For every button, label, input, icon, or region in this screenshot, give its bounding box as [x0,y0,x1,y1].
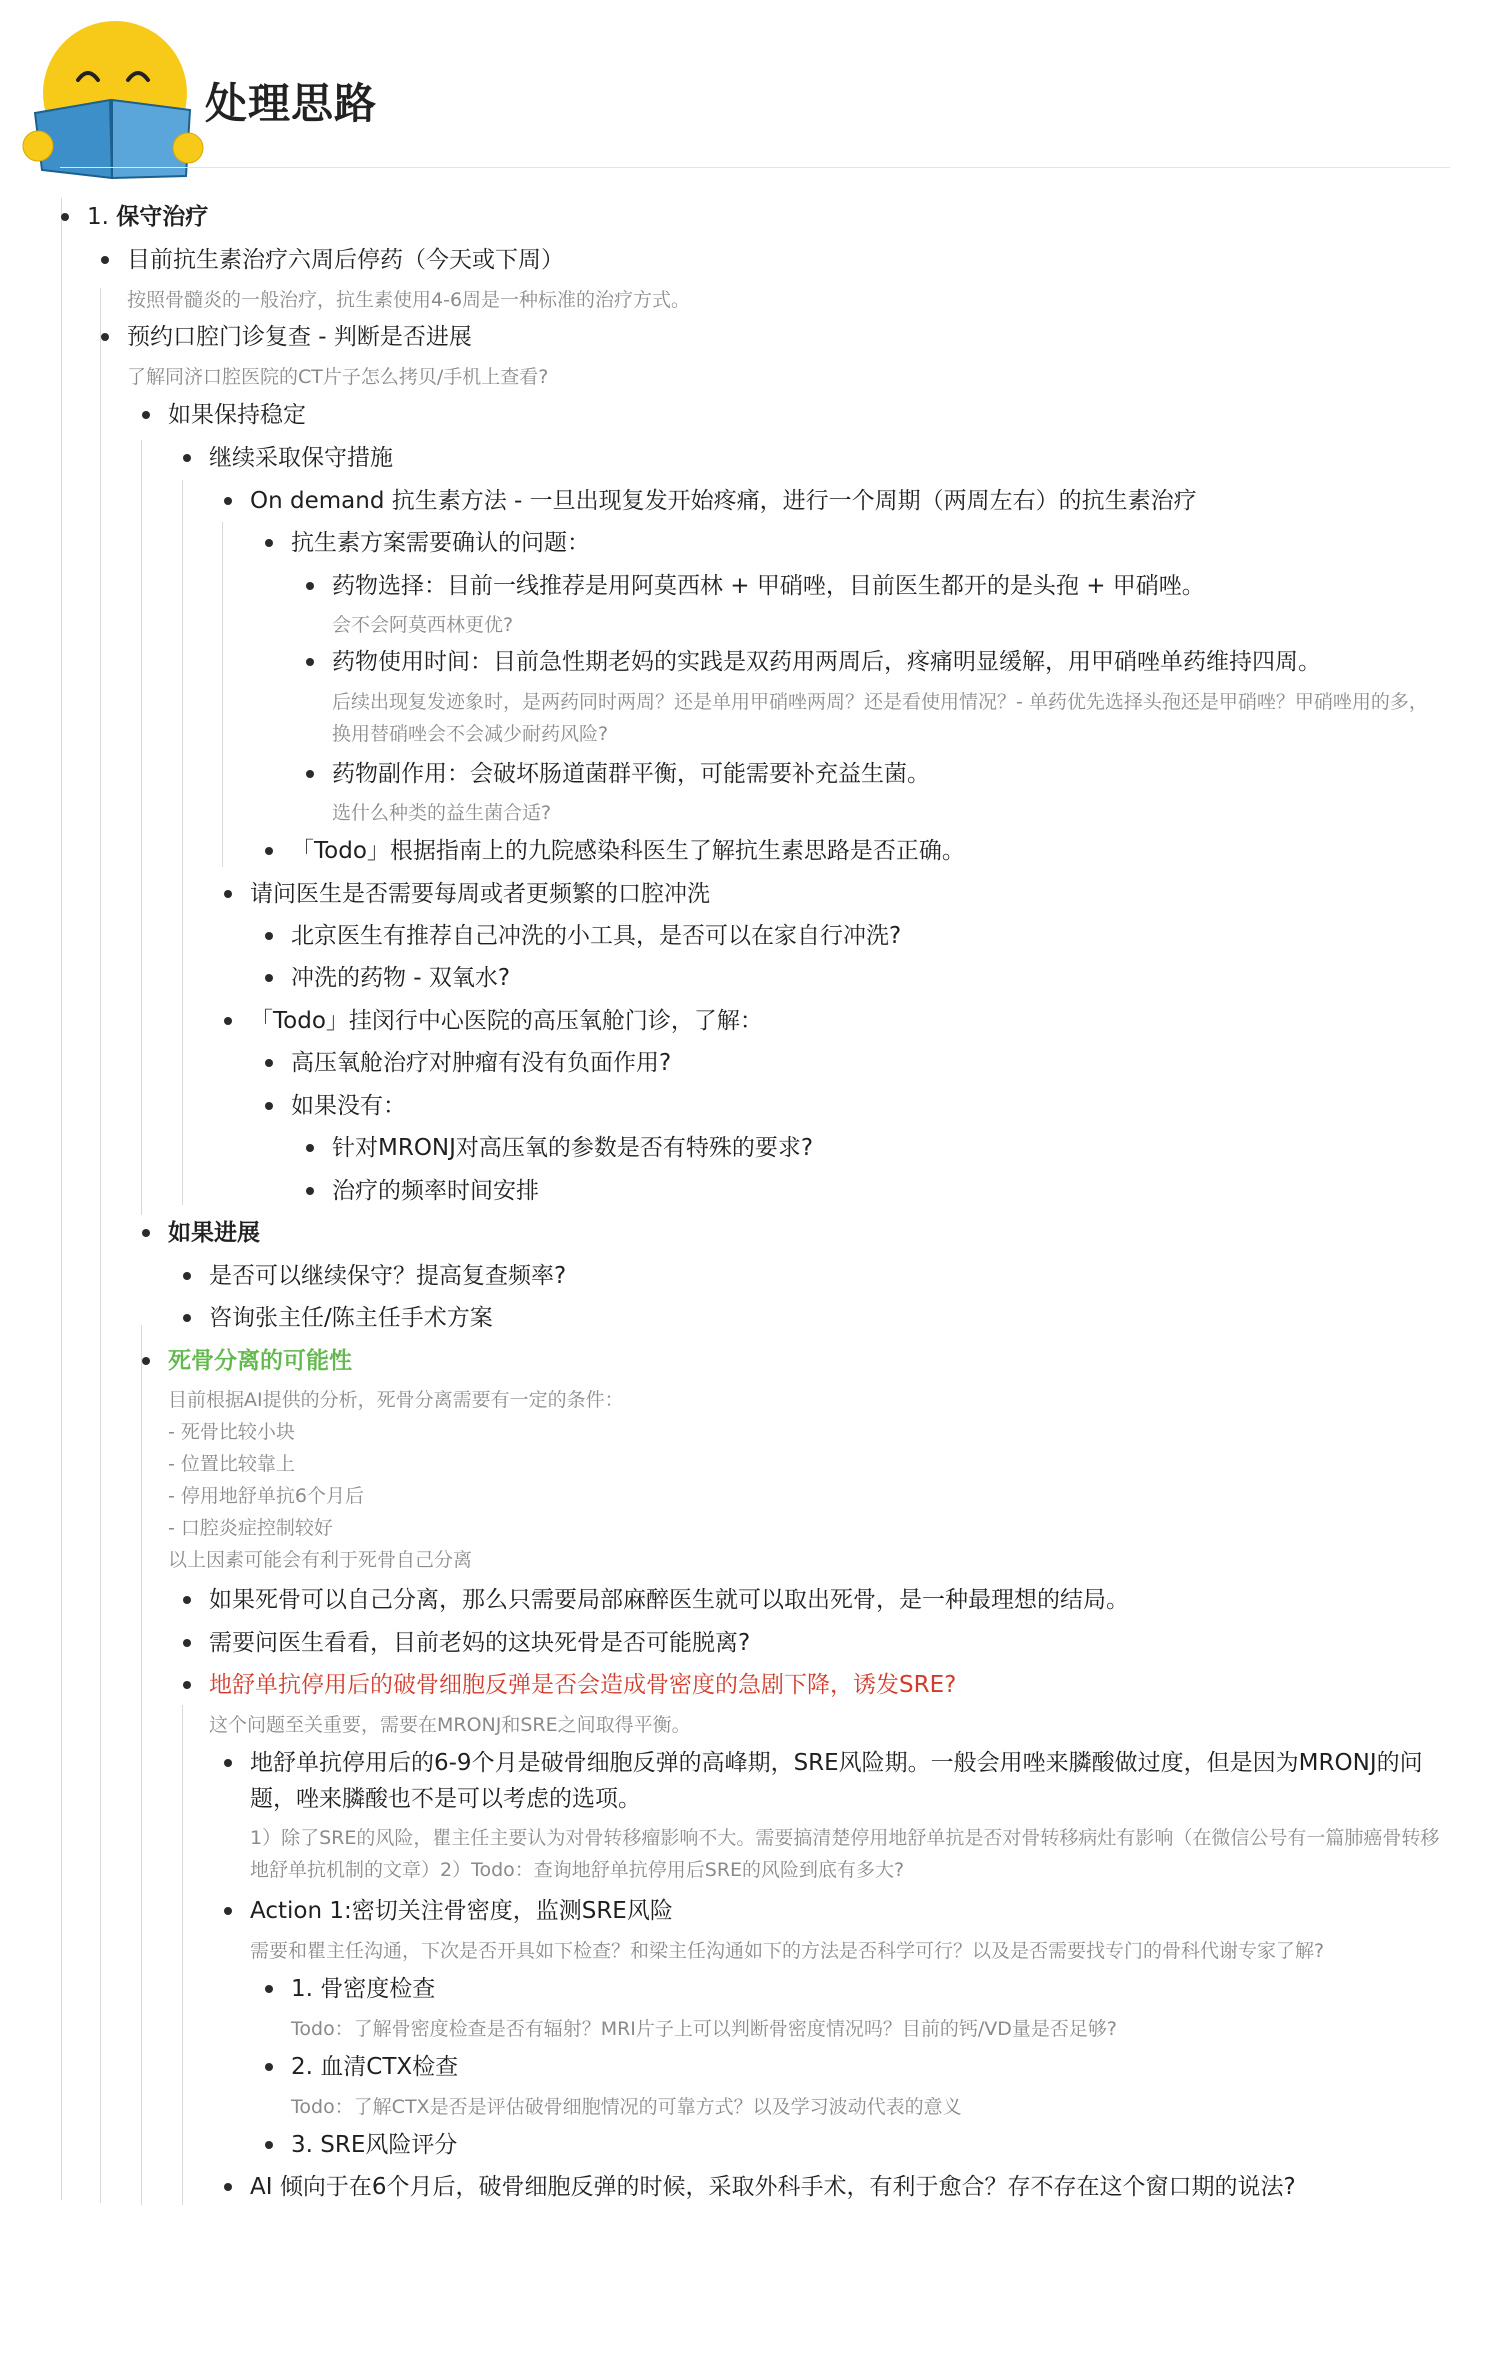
list-item: 北京医生有推荐自己冲洗的小工具，是否可以在家自行冲洗? [291,923,902,949]
list-item: 死骨分离的可能性 [168,1348,352,1374]
list-item: 药物副作用：会破坏肠道菌群平衡，可能需要补充益生菌。 [332,761,930,787]
indent-guide [182,1705,183,2205]
list-item: 需要问医生看看，目前老妈的这块死骨是否可能脱离? [209,1630,751,1656]
list-item: 地舒单抗停用后的破骨细胞反弹是否会造成骨密度的急剧下降，诱发SRE? [209,1672,957,1698]
indent-guide [141,440,142,1215]
list-item: 是否可以继续保守？提高复查频率? [209,1263,567,1289]
list-item: 「Todo」根据指南上的九院感染科医生了解抗生素思路是否正确。 [291,838,965,864]
item-note: - 位置比较靠上 [168,1453,295,1475]
list-item: 治疗的频率时间安排 [332,1178,539,1204]
list-item: 如果没有： [291,1093,406,1119]
list-item: 如果死骨可以自己分离，那么只需要局部麻醉医生就可以取出死骨，是一种最理想的结局。 [209,1587,1129,1613]
list-item: 3. SRE风险评分 [291,2132,458,2158]
item-note: - 口腔炎症控制较好 [168,1517,333,1539]
item-note: 会不会阿莫西林更优? [332,614,514,636]
list-item: 抗生素方案需要确认的问题： [291,530,590,556]
item-note: 选什么种类的益生菌合适? [332,802,552,824]
item-note: - 死骨比较小块 [168,1421,295,1443]
list-item: 针对MRONJ对高压氧的参数是否有特殊的要求? [332,1135,814,1161]
item-note: 以上因素可能会有利于死骨自己分离 [168,1549,473,1571]
item-note: 1）除了SRE的风险，瞿主任主要认为对骨转移瘤影响不大。需要搞清楚停用地舒单抗是否对骨转移病灶有影响（在微信公号有一篇肺癌骨转移地舒单抗机制的文章）2）Todo：查询地舒单抗停用后SRE的风险到底有多大? [250,1827,1440,1881]
indent-guide [182,480,183,1205]
indent-guide [61,198,62,2200]
item-note: 按照骨髓炎的一般治疗，抗生素使用4-6周是一种标准的治疗方式。 [127,289,691,311]
item-note: Todo：了解骨密度检查是否有辐射？MRI片子上可以判断骨密度情况吗？目前的钙/VD量是否足够? [291,2018,1118,2040]
list-item: 请问医生是否需要每周或者更频繁的口腔冲洗 [250,881,710,907]
item-note: 后续出现复发迹象时，是两药同时两周？还是单用甲硝唑两周？还是看使用情况？- 单药优先选择头孢还是甲硝唑？甲硝唑用的多，换用替硝唑会不会减少耐药风险? [332,691,1428,745]
indent-guide [100,288,101,2203]
page-title: 处理思路 [205,79,378,128]
list-item: 药物使用时间：目前急性期老妈的实践是双药用两周后，疼痛明显缓解，用甲硝唑单药维持四周。 [332,649,1321,675]
reading-avatar-icon [20,18,205,183]
list-item: 继续采取保守措施 [209,445,393,471]
list-item: 2. 血清CTX检查 [291,2054,459,2080]
item-note: 需要和瞿主任沟通，下次是否开具如下检查？和梁主任沟通如下的方法是否科学可行？以及是否需要找专门的骨科代谢专家了解? [250,1940,1325,1962]
list-item: AI 倾向于在6个月后，破骨细胞反弹的时候，采取外科手术，有利于愈合？存不存在这个窗口期的说法? [250,2174,1296,2200]
item-note: 了解同济口腔医院的CT片子怎么拷贝/手机上查看? [127,366,549,388]
indent-guide [141,1325,142,2205]
list-item: 如果保持稳定 [168,402,306,428]
title-divider [60,167,1450,168]
indent-guide [222,522,223,867]
list-item: 预约口腔门诊复查 - 判断是否进展 [127,324,472,350]
list-item: Action 1:密切关注骨密度，监测SRE风险 [250,1898,673,1924]
list-item: 冲洗的药物 - 双氧水? [291,965,511,991]
list-item: 目前抗生素治疗六周后停药（今天或下周） [127,247,564,273]
list-item: 咨询张主任/陈主任手术方案 [209,1305,493,1331]
list-item: On demand 抗生素方法 - 一旦出现复发开始疼痛，进行一个周期（两周左右）的抗生素治疗 [250,488,1197,514]
item-note: 目前根据AI提供的分析，死骨分离需要有一定的条件： [168,1389,624,1411]
list-item: 「Todo」挂闵行中心医院的高压氧舱门诊，了解： [250,1008,763,1034]
item-note: - 停用地舒单抗6个月后 [168,1485,364,1507]
list-item-continuation: 题，唑来膦酸也不是可以考虑的选项。 [250,1786,641,1812]
list-item: 高压氧舱治疗对肿瘤有没有负面作用? [291,1050,672,1076]
item-note: 这个问题至关重要，需要在MRONJ和SRE之间取得平衡。 [209,1714,691,1736]
list-item: 药物选择：目前一线推荐是用阿莫西林 + 甲硝唑，目前医生都开的是头孢 + 甲硝唑。 [332,573,1205,599]
list-item: 地舒单抗停用后的6-9个月是破骨细胞反弹的高峰期，SRE风险期。一般会用唑来膦酸做过度，但是因为MRONJ的问 [250,1750,1423,1776]
item-note: Todo：了解CTX是否是评估破骨细胞情况的可靠方式？以及学习波动代表的意义 [291,2096,962,2118]
list-item: 1. 保守治疗 [87,204,209,230]
list-item: 如果进展 [168,1220,260,1246]
list-item: 1. 骨密度检查 [291,1976,436,2002]
